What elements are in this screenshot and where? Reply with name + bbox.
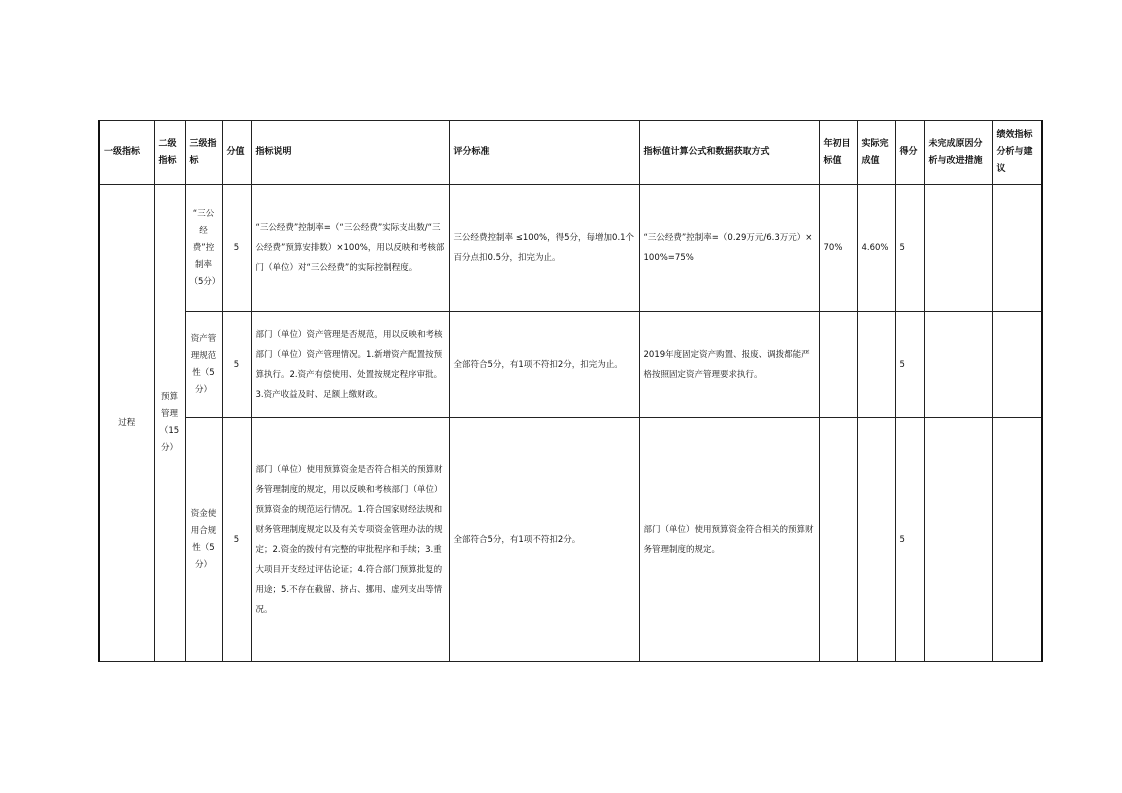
table-row xyxy=(99,185,1042,312)
header-score: 分值 xyxy=(222,121,251,185)
reason-cell xyxy=(924,418,992,662)
performance-indicator-table xyxy=(98,120,1043,662)
criteria-cell: 全部符合5分，有1项不符扣2分，扣完为止。 xyxy=(449,312,639,418)
target-cell: 70% xyxy=(819,185,857,312)
table-row xyxy=(99,418,1042,662)
level3-cell: 资金使用合规性（5分） xyxy=(185,418,222,662)
points-cell: 5 xyxy=(895,418,924,662)
formula-cell: “三公经费”控制率=（0.29万元/6.3万元）×100%=75% xyxy=(639,185,819,312)
criteria-cell: 三公经费控制率 ≤100%，得5分，每增加0.1个百分点扣0.5分，扣完为止。 xyxy=(449,185,639,312)
level1-cell: 过程 xyxy=(99,185,154,662)
description-cell: 部门（单位）资产管理是否规范，用以反映和考核部门（单位）资产管理情况。1.新增资产配置按预算执行。2.资产有偿使用、处置按规定程序审批。3.资产收益及时、足额上缴财政。 xyxy=(251,312,449,418)
formula-cell: 部门（单位）使用预算资金符合相关的预算财务管理制度的规定。 xyxy=(639,418,819,662)
score-cell: 5 xyxy=(222,418,251,662)
header-reason: 未完成原因分析与改进措施 xyxy=(924,121,992,185)
header-row xyxy=(99,121,1042,185)
header-level3: 三级指标 xyxy=(185,121,222,185)
header-level1: 一级指标 xyxy=(99,121,154,185)
analysis-cell xyxy=(992,418,1042,662)
criteria-cell: 全部符合5分，有1项不符扣2分。 xyxy=(449,418,639,662)
level3-cell: 资产管理规范性（5分） xyxy=(185,312,222,418)
points-cell: 5 xyxy=(895,185,924,312)
score-cell: 5 xyxy=(222,185,251,312)
target-cell xyxy=(819,312,857,418)
header-analysis: 绩效指标分析与建议 xyxy=(992,121,1042,185)
description-cell: 部门（单位）使用预算资金是否符合相关的预算财务管理制度的规定，用以反映和考核部门（单位）预算资金的规范运行情况。1.符合国家财经法规和财务管理制度规定以及有关专项资金管理办法的规定；2.资金的拨付有完整的审批程序和手续；3.重大项目开支经过评估论证；4.符合部门预算批复的用途；5.不存在截留、挤占、挪用、虚列支出等情况。 xyxy=(251,418,449,662)
target-cell xyxy=(819,418,857,662)
analysis-cell xyxy=(992,312,1042,418)
description-cell: “三公经费”控制率=（“三公经费”实际支出数/“三公经费”预算安排数）×100%，用以反映和考核部门（单位）对“三公经费”的实际控制程度。 xyxy=(251,185,449,312)
header-criteria: 评分标准 xyxy=(449,121,639,185)
points-cell: 5 xyxy=(895,312,924,418)
header-level2: 二级指标 xyxy=(154,121,185,185)
formula-cell: 2019年度固定资产购置、报废、调拨都能严格按照固定资产管理要求执行。 xyxy=(639,312,819,418)
level3-cell: “三公经费”控制率（5分） xyxy=(185,185,222,312)
reason-cell xyxy=(924,312,992,418)
analysis-cell xyxy=(992,185,1042,312)
actual-cell xyxy=(857,418,895,662)
actual-cell xyxy=(857,312,895,418)
header-actual: 实际完成值 xyxy=(857,121,895,185)
score-cell: 5 xyxy=(222,312,251,418)
header-target: 年初目标值 xyxy=(819,121,857,185)
actual-cell: 4.60% xyxy=(857,185,895,312)
level2-cell: 预算管理（15分） xyxy=(154,185,185,662)
header-points: 得分 xyxy=(895,121,924,185)
header-description: 指标说明 xyxy=(251,121,449,185)
table-row xyxy=(99,312,1042,418)
reason-cell xyxy=(924,185,992,312)
header-formula: 指标值计算公式和数据获取方式 xyxy=(639,121,819,185)
